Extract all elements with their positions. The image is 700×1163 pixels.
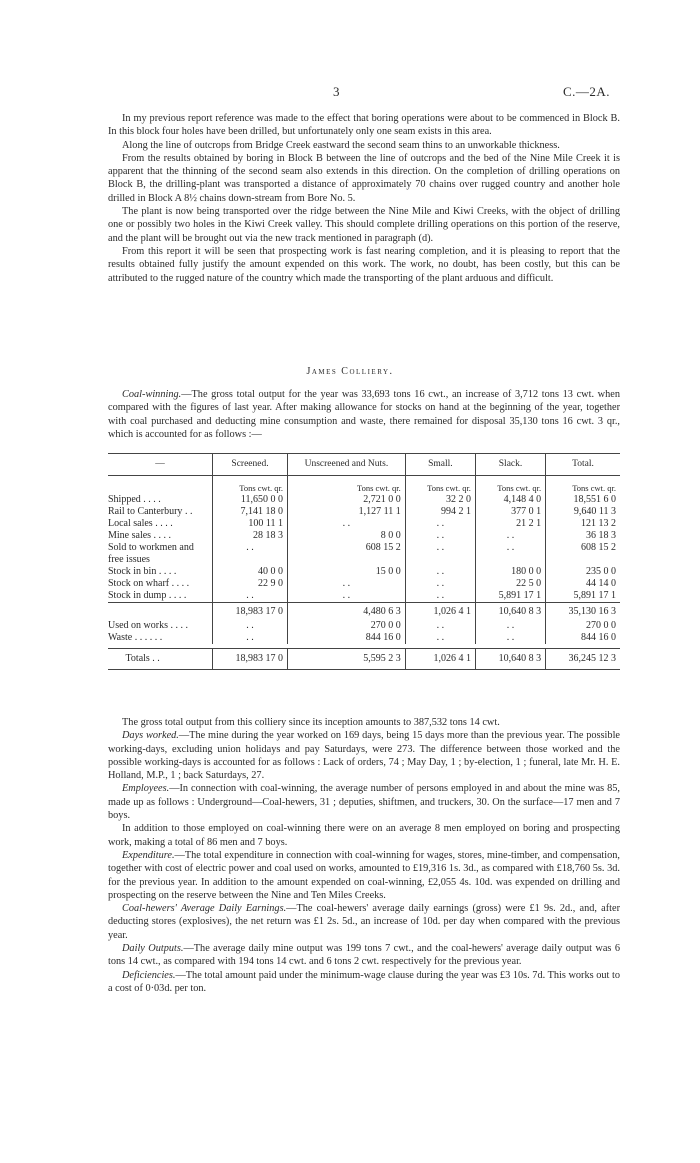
cell: . . xyxy=(475,542,545,566)
cell: 11,650 0 0 xyxy=(213,494,288,506)
run-in-heading: Days worked. xyxy=(122,730,179,742)
row-label: Stock in bin . . . . xyxy=(108,566,177,577)
row-label: Stock on wharf . . . . xyxy=(108,578,190,589)
cell: . . xyxy=(213,620,288,632)
cell: . . xyxy=(405,530,475,542)
totals-row xyxy=(108,649,620,670)
units-label: Tons cwt. qr. xyxy=(475,476,545,495)
cell: 21 2 1 xyxy=(475,518,545,530)
cell: 844 16 0 xyxy=(288,632,406,644)
cell: . . xyxy=(475,632,545,644)
paragraph: In addition to those employed on coal-winning there were on an average 8 men employed on boring and prospecting work, making a total of 86 men and 7 boys. xyxy=(108,823,620,848)
paragraph: Employees.—In connection with coal-winning, the average number of persons employed in and about the mine was 85, made up as follows : Underground—Coal-hewers, 31 ; deputies, shiftmen, and truckers, 30. On the surface—17 men and 7 boys. xyxy=(108,783,620,822)
table-row xyxy=(108,632,620,644)
cell: . . xyxy=(405,542,475,566)
cell: 270 0 0 xyxy=(546,620,620,632)
cell: . . xyxy=(475,620,545,632)
cell: 10,640 8 3 xyxy=(475,603,545,621)
cell: . . xyxy=(405,578,475,590)
paragraph: In my previous report reference was made to the effect that boring operations were about to be commenced in Block B. In this block four holes have been drilled, but unfortunately only one seam exists in this area. xyxy=(108,113,620,138)
cell: 32 2 0 xyxy=(405,494,475,506)
subtotal-row xyxy=(108,603,620,621)
cell: . . xyxy=(213,632,288,644)
table-row xyxy=(108,590,620,603)
cell: . . xyxy=(405,620,475,632)
page-number: 3 xyxy=(333,84,340,99)
paragraph: Coal-hewers' Average Daily Earnings.—The coal-hewers' average daily earnings (gross) were £1 9s. 2d., and, after deducting stores (explosives), the net return was £1 2s. 5d., an increase of 10d. per day when compared with the previous year. xyxy=(108,903,620,941)
cell: 5,595 2 3 xyxy=(288,649,406,670)
row-label: Waste . . . . . . xyxy=(108,632,163,643)
paragraph-text: —The gross total output for the year was 33,693 tons 16 cwt., an increase of 3,712 tons 13 cwt. when compared with the figures of last year. After making allowance for stocks on hand at the beginning of the year, together with coal purchased and deducting mine consumption and waste, there remained for disposal 35,130 tons 16 cwt. 3 qr., which is accounted for as follows :— xyxy=(108,389,620,440)
cell: 8 0 0 xyxy=(288,530,406,542)
paragraph: Days worked.—The mine during the year worked on 169 days, being 15 days more than the previous year. The possible working-days, excluding union holidays and pay Saturdays, were 273. The difference between those worked and the possible working-days is accounted for as follows : Lack of orders, 74 ; May Day, 1 ; by-election, 1 ; funeral, late Mr. H. E. Holland, M.P., 1 ; back Saturdays, 27. xyxy=(108,730,620,782)
cell: 4,480 6 3 xyxy=(288,603,406,621)
cell: . . xyxy=(288,578,406,590)
colliery-details-section xyxy=(108,716,620,995)
run-in-heading: Coal-winning. xyxy=(122,389,182,400)
cell: 1,127 11 1 xyxy=(288,506,406,518)
cell: 5,891 17 1 xyxy=(546,590,620,603)
paragraph: Along the line of outcrops from Bridge Creek eastward the second seam thins to an unworkable thickness. xyxy=(122,139,560,151)
report-reference: C.—2A. xyxy=(563,84,611,99)
cell: . . xyxy=(213,590,288,603)
cell: 608 15 2 xyxy=(546,542,620,566)
run-in-heading: Employees. xyxy=(122,783,170,795)
cell: 36 18 3 xyxy=(546,530,620,542)
column-header: Small. xyxy=(405,454,475,476)
run-in-heading: Coal-hewers' Average Daily Earnings. xyxy=(122,903,287,915)
page-header xyxy=(0,84,700,100)
cell: . . xyxy=(475,530,545,542)
cell: 1,026 4 1 xyxy=(405,603,475,621)
cell: . . xyxy=(405,632,475,644)
table-header-row xyxy=(108,454,620,476)
table-row xyxy=(108,530,620,542)
cell: 40 0 0 xyxy=(213,566,288,578)
paragraph: From this report it will be seen that prospecting work is fast nearing completion, and it is pleasing to report that the results obtained fully justify the amount expended on this work. The work, no doubt, has been costly, but this can be attributed to the rugged nature of the country which made the transporting of the plant arduous and difficult. xyxy=(108,245,620,284)
paragraph: Daily Outputs.—The average daily mine output was 199 tons 7 cwt., and the coal-hewers' average daily output was 6 tons 14 cwt., as compared with 194 tons 14 cwt. and 6 tons 2 cwt. respectively for the previous year. xyxy=(108,943,620,968)
cell: 4,148 4 0 xyxy=(475,494,545,506)
units-label: Tons cwt. qr. xyxy=(405,476,475,495)
paragraph: The plant is now being transported over the ridge between the Nine Mile and Kiwi Creeks, with the object of drilling one or possibly two holes in the Kiwi Creek valley. This should complete drilling operations on this portion of the reserve, and the plant will be brought out via the new track mentioned in paragraph (d). xyxy=(108,206,620,244)
cell: 235 0 0 xyxy=(546,566,620,578)
cell: 7,141 18 0 xyxy=(213,506,288,518)
column-header: Unscreened and Nuts. xyxy=(288,454,406,476)
paragraph: The gross total output from this colliery since its inception amounts to 387,532 tons 14 cwt. xyxy=(122,717,500,728)
units-label: Tons cwt. qr. xyxy=(288,476,406,495)
row-label: Mine sales . . . . xyxy=(108,530,172,541)
paragraph: From the results obtained by boring in Block B between the line of outcrops and the bed of the Nine Mile Creek it is apparent that the thinning of the second seam also extends in this direction. On the completion of drilling operations on Block B, the drilling-plant was transported a distance of approximately 70 chains over rugged country and another hole drilled in Block A 8½ chains down-stream from Bore No. 5. xyxy=(108,152,620,204)
cell: . . xyxy=(405,566,475,578)
column-header: Total. xyxy=(546,454,620,476)
paragraph: Expenditure.—The total expenditure in connection with coal-winning for wages, stores, mine-timber, and compensation, together with cost of electric power and coal used on works, amounted to £19,316 1s. 3d., as compared with £18,760 5s. 3d. for the previous year. In addition to the amount expended on coal-winning, £2,055 4s. 10d. was expended on drilling and prospecting on the reserve between the Nine and Ten Miles Creeks. xyxy=(108,849,620,901)
cell: . . xyxy=(288,518,406,530)
cell: 35,130 16 3 xyxy=(546,603,620,621)
cell: 180 0 0 xyxy=(475,566,545,578)
column-header: — xyxy=(108,454,213,476)
table-row xyxy=(108,620,620,632)
row-label: Sold to workmen and free issues xyxy=(108,542,194,565)
cell: 1,026 4 1 xyxy=(405,649,475,670)
run-in-heading: Daily Outputs. xyxy=(122,943,184,955)
cell: 10,640 8 3 xyxy=(475,649,545,670)
cell: . . xyxy=(405,590,475,603)
table-row xyxy=(108,578,620,590)
table-row xyxy=(108,494,620,506)
table-row xyxy=(108,566,620,578)
row-label: Stock in dump . . . . xyxy=(108,590,187,601)
table-row xyxy=(108,542,620,566)
run-in-heading: Deficiencies. xyxy=(122,969,176,981)
row-label: Local sales . . . . xyxy=(108,518,173,529)
units-row xyxy=(108,476,620,495)
paragraph: Deficiencies.—The total amount paid under the minimum-wage clause during the year was £3 10s. 7d. This works out to a cost of 0·03d. per ton. xyxy=(108,969,620,994)
cell: 44 14 0 xyxy=(546,578,620,590)
cell: 844 16 0 xyxy=(546,632,620,644)
cell: . . xyxy=(288,590,406,603)
coal-winning-section xyxy=(108,388,620,441)
cell: 15 0 0 xyxy=(288,566,406,578)
section-title: James Colliery. xyxy=(306,366,394,377)
cell: 22 5 0 xyxy=(475,578,545,590)
column-header: Slack. xyxy=(475,454,545,476)
cell: 18,551 6 0 xyxy=(546,494,620,506)
units-label: Tons cwt. qr. xyxy=(213,476,288,495)
cell: 36,245 12 3 xyxy=(546,649,620,670)
cell: 994 2 1 xyxy=(405,506,475,518)
run-in-heading: Expenditure. xyxy=(122,849,175,861)
cell: 28 18 3 xyxy=(213,530,288,542)
cell: . . xyxy=(405,518,475,530)
row-label: Shipped . . . . xyxy=(108,494,161,505)
table-row xyxy=(108,518,620,530)
units-label: Tons cwt. qr. xyxy=(546,476,620,495)
output-table xyxy=(108,453,620,670)
row-label: Rail to Canterbury . . xyxy=(108,506,193,517)
cell: 121 13 2 xyxy=(546,518,620,530)
paragraph xyxy=(108,388,620,441)
prospecting-report-section xyxy=(108,112,620,285)
table-row xyxy=(108,506,620,518)
row-label: Used on works . . . . xyxy=(108,620,188,631)
cell: 9,640 11 3 xyxy=(546,506,620,518)
column-header: Screened. xyxy=(213,454,288,476)
cell: 608 15 2 xyxy=(288,542,406,566)
cell: 2,721 0 0 xyxy=(288,494,406,506)
cell: 18,983 17 0 xyxy=(213,649,288,670)
row-label: Totals . . xyxy=(108,649,213,670)
cell: . . xyxy=(213,542,288,566)
cell: 270 0 0 xyxy=(288,620,406,632)
cell: 100 11 1 xyxy=(213,518,288,530)
cell: 22 9 0 xyxy=(213,578,288,590)
cell: 18,983 17 0 xyxy=(213,603,288,621)
cell: 377 0 1 xyxy=(475,506,545,518)
cell: 5,891 17 1 xyxy=(475,590,545,603)
